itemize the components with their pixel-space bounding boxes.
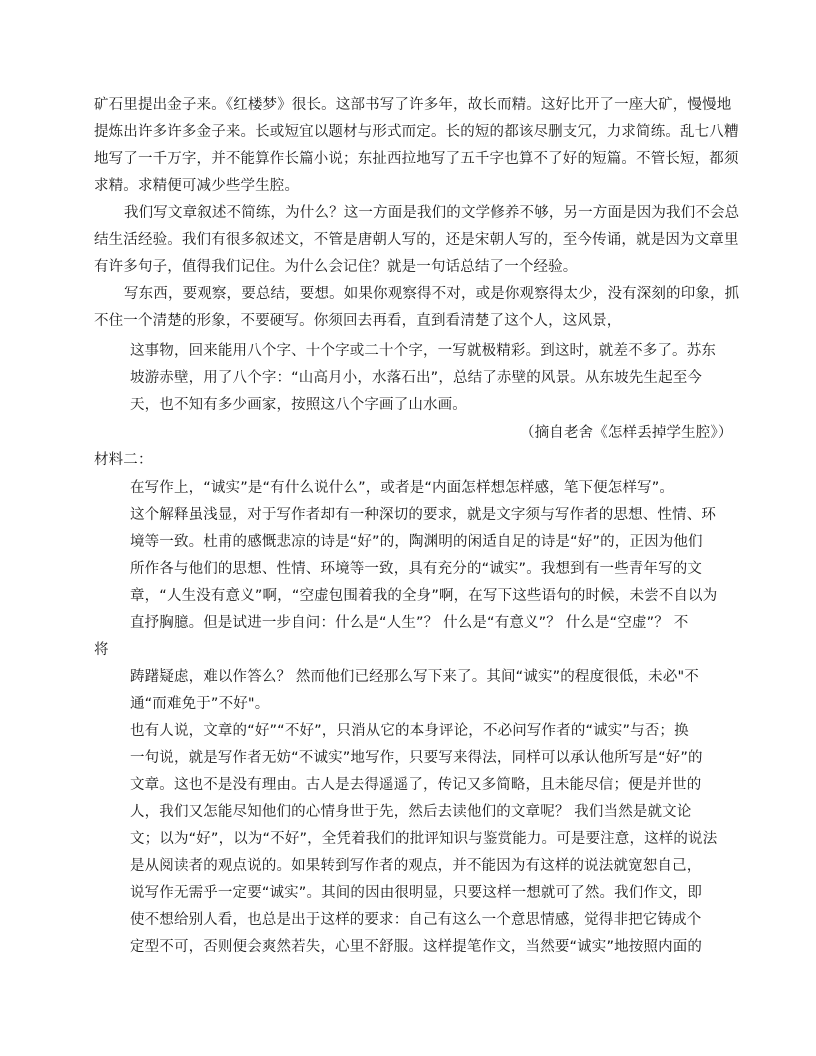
- text-line: 求精。求精便可减少些学生腔。: [94, 178, 300, 194]
- text-line: 在写作上，“诚实”是“有什么说什么”，或者是“内面怎样想怎样感，笔下便怎样写”。: [130, 480, 675, 496]
- text-line: 所作各与他们的思想、性情、环境等一致，具有充分的“诚实”。我想到有一些青年写的文: [130, 561, 703, 577]
- text-line: 境等一致。杜甫的感慨悲凉的诗是“好”的，陶渊明的闲适自足的诗是“好”的，正因为他们: [130, 534, 703, 550]
- citation: （摘自老舍《怎样丢掉学生腔》）: [520, 425, 733, 441]
- text-line: 人，我们又怎能尽知他们的心情身世于先，然后去读他们的文章呢？ 我们当然是就文论: [130, 804, 692, 820]
- text-line: 通“而难免于”不好"。: [130, 696, 270, 712]
- text-line: 有许多句子，值得我们记住。为什么会记住？就是一句话总结了一个经验。: [94, 259, 578, 275]
- text-line: 也有人说，文章的“好”“不好”，只消从它的本身评论，不必问写作者的“诚实”与否；换: [130, 723, 689, 739]
- text-line: 天，也不知有多少画家，按照这八个字画了山水画。: [130, 397, 467, 413]
- text-line: 结生活经验。我们有很多叙述文，不管是唐朝人写的，还是宋朝人写的，至今传诵，就是因为文章里: [94, 232, 739, 248]
- text-line: 我们写文章叙述不简练，为什么？这一方面是我们的文学修养不够，另一方面是因为我们不会总: [124, 205, 740, 221]
- text-line: 不住一个清楚的形象，不要硬写。你须回去再看，直到看清楚了这个人，这风景，: [94, 313, 622, 329]
- text-line: 文；以为“好”，以为“不好”，全凭着我们的批评知识与鉴赏能力。可是要注意，这样的说法: [130, 831, 718, 847]
- text-line: 这事物，回来能用八个字、十个字或二十个字，一写就极精彩。到这时，就差不多了。苏东: [130, 343, 716, 359]
- text-line: 踌躇疑虑，难以作答么？ 然而他们已经那么写下来了。其间“诚实”的程度很低，未必"不: [130, 669, 699, 685]
- text-line: 文章。这也不是没有理由。古人是去得遥遥了，传记又多简略，且未能尽信；便是并世的: [130, 777, 702, 793]
- text-line: 坡游赤壁，用了八个字：“山高月小，水落石出”，总结了赤壁的风景。从东坡先生起至今: [130, 370, 703, 386]
- text-line: 写东西，要观察，要总结，要想。如果你观察得不对，或是你观察得太少，没有深刻的印象，抓: [124, 286, 740, 302]
- text-line: 说写作无需乎一定要“诚实”。其间的因由很明显，只要这样一想就可了然。我们作文，即: [130, 885, 703, 901]
- text-line: 直抒胸臆。但是试进一步自问：什么是“人生”？ 什么是“有意义”？ 什么是“空虚”？ 不: [130, 615, 689, 631]
- text-line: 一句说，就是写作者无妨“不诚实”地写作，只要写来得法，同样可以承认他所写是“好”的: [130, 750, 703, 766]
- text-line: 这个解释虽浅显，对于写作者却有一种深切的要求，就是文字须与写作者的思想、性情、环: [130, 507, 716, 523]
- text-line: 地写了一千万字，并不能算作长篇小说；东扯西拉地写了五千字也算不了好的短篇。不管长短，都须: [94, 151, 739, 167]
- text-line: 是从阅读者的观点说的。如果转到写作者的观点，并不能因为有这样的说法就宽恕自己，: [130, 858, 702, 874]
- text-line: 使不想给别人看，也总是出于这样的要求：自己有这么一个意思情感，觉得非把它铸成个: [130, 912, 702, 928]
- text-line: 矿石里提出金子来。《红楼梦》很长。这部书写了许多年，故长而精。这好比开了一座大矿，慢慢地: [94, 97, 732, 113]
- text-line: 章，“人生没有意义”啊，“空虚包围着我的全身”啊，在写下这些语句的时候，未尝不自以为: [130, 588, 718, 604]
- text-line: 提炼出许多许多金子来。长或短宜以题材与形式而定。长的短的都该尽删支冗，力求简练。乱七八糟: [94, 124, 739, 140]
- section-heading: 材料二：: [94, 452, 153, 468]
- text-line: 将: [94, 642, 109, 658]
- text-line: 定型不可，否则便会爽然若失，心里不舒服。这样提笔作文，当然要“诚实”地按照内面的: [130, 939, 703, 955]
